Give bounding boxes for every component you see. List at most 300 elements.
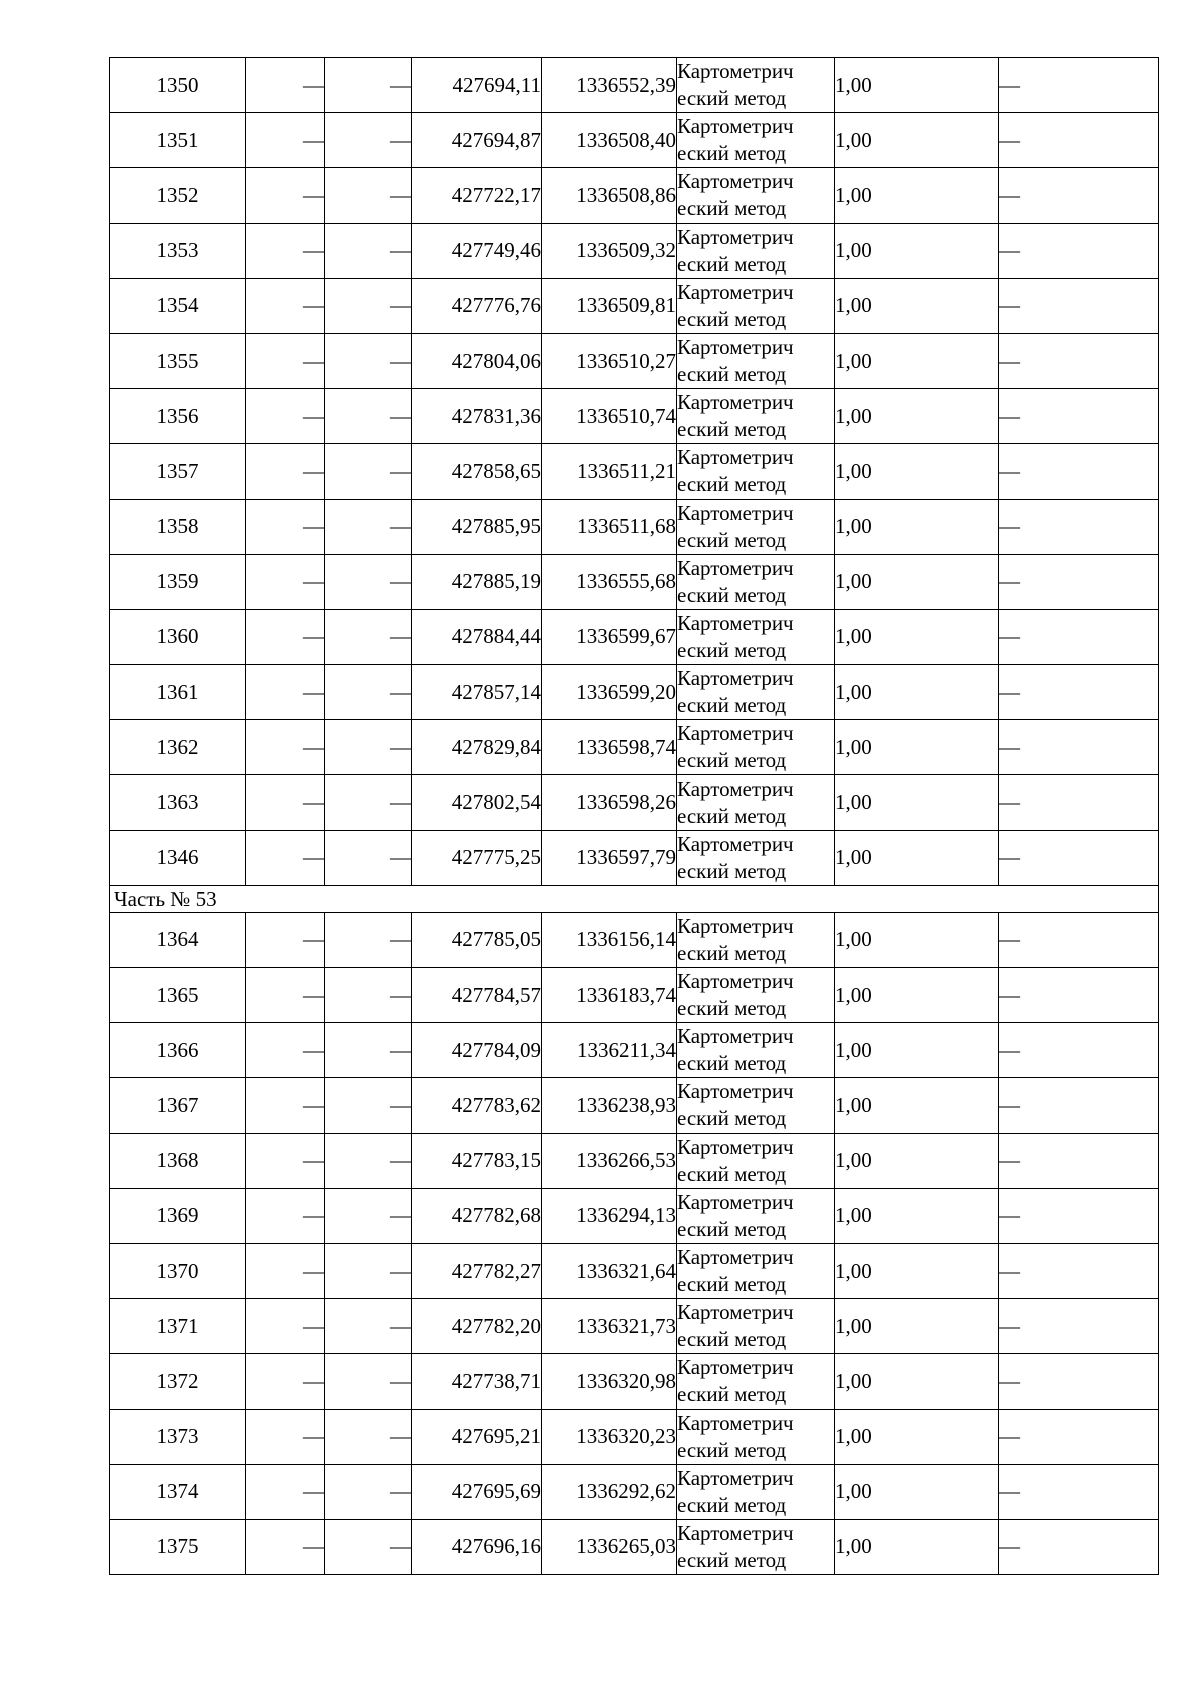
method-line-1: Картометрич xyxy=(677,114,794,139)
method-line-1: Картометрич xyxy=(677,555,794,580)
table-row xyxy=(110,333,1159,388)
point-number: 1373 xyxy=(110,1409,246,1464)
method-line-1: Картометрич xyxy=(677,1189,794,1214)
method-cell xyxy=(677,720,835,775)
coordinate-y: 1336266,53 xyxy=(542,1133,677,1188)
method-line-2: еский метод xyxy=(677,251,787,276)
accuracy-value: 1,00 xyxy=(835,968,999,1023)
method-line-2: еский метод xyxy=(677,637,787,662)
accuracy-value: 1,00 xyxy=(835,554,999,609)
empty-dash-1: — xyxy=(246,389,325,444)
empty-dash-2: — xyxy=(325,168,412,223)
method-cell xyxy=(677,1188,835,1243)
empty-dash-2: — xyxy=(325,58,412,113)
empty-dash-1: — xyxy=(246,968,325,1023)
part-header-row xyxy=(110,885,1159,912)
description-dash: — xyxy=(999,830,1159,885)
empty-dash-1: — xyxy=(246,168,325,223)
method-line-1: Картометрич xyxy=(677,1520,794,1545)
coordinate-x: 427831,36 xyxy=(412,389,542,444)
method-cell xyxy=(677,1464,835,1519)
method-line-2: еский метод xyxy=(677,306,787,331)
method-line-2: еский метод xyxy=(677,1327,787,1352)
empty-dash-1: — xyxy=(246,1354,325,1409)
table-row xyxy=(110,1409,1159,1464)
coordinate-x: 427782,27 xyxy=(412,1243,542,1298)
description-dash: — xyxy=(999,665,1159,720)
coordinate-x: 427802,54 xyxy=(412,775,542,830)
description-dash: — xyxy=(999,775,1159,830)
empty-dash-2: — xyxy=(325,1519,412,1574)
empty-dash-2: — xyxy=(325,1243,412,1298)
coordinate-x: 427783,15 xyxy=(412,1133,542,1188)
point-number: 1368 xyxy=(110,1133,246,1188)
coordinate-x: 427722,17 xyxy=(412,168,542,223)
coordinate-y: 1336292,62 xyxy=(542,1464,677,1519)
description-dash: — xyxy=(999,1023,1159,1078)
coordinate-y: 1336510,74 xyxy=(542,389,677,444)
description-dash: — xyxy=(999,1243,1159,1298)
method-cell xyxy=(677,830,835,885)
coordinate-y: 1336509,32 xyxy=(542,223,677,278)
empty-dash-2: — xyxy=(325,554,412,609)
empty-dash-1: — xyxy=(246,720,325,775)
point-number: 1358 xyxy=(110,499,246,554)
coordinate-y: 1336156,14 xyxy=(542,912,677,967)
coordinate-y: 1336321,64 xyxy=(542,1243,677,1298)
empty-dash-2: — xyxy=(325,665,412,720)
empty-dash-2: — xyxy=(325,389,412,444)
description-dash: — xyxy=(999,499,1159,554)
method-cell xyxy=(677,1023,835,1078)
point-number: 1361 xyxy=(110,665,246,720)
description-dash: — xyxy=(999,1464,1159,1519)
point-number: 1363 xyxy=(110,775,246,830)
table-row xyxy=(110,968,1159,1023)
table-row xyxy=(110,912,1159,967)
method-cell xyxy=(677,554,835,609)
point-number: 1359 xyxy=(110,554,246,609)
accuracy-value: 1,00 xyxy=(835,1299,999,1354)
coordinate-x: 427696,16 xyxy=(412,1519,542,1574)
point-number: 1362 xyxy=(110,720,246,775)
coordinate-x: 427804,06 xyxy=(412,333,542,388)
table-row xyxy=(110,1133,1159,1188)
accuracy-value: 1,00 xyxy=(835,1354,999,1409)
point-number: 1369 xyxy=(110,1188,246,1243)
description-dash: — xyxy=(999,333,1159,388)
empty-dash-1: — xyxy=(246,1133,325,1188)
table-row xyxy=(110,1078,1159,1133)
point-number: 1356 xyxy=(110,389,246,444)
coordinate-y: 1336510,27 xyxy=(542,333,677,388)
method-line-2: еский метод xyxy=(677,1437,787,1462)
table-row xyxy=(110,168,1159,223)
method-line-1: Картометрич xyxy=(677,776,794,801)
empty-dash-1: — xyxy=(246,58,325,113)
empty-dash-2: — xyxy=(325,912,412,967)
description-dash: — xyxy=(999,968,1159,1023)
method-line-1: Картометрич xyxy=(677,1465,794,1490)
coordinate-x: 427695,21 xyxy=(412,1409,542,1464)
description-dash: — xyxy=(999,389,1159,444)
coordinate-y: 1336183,74 xyxy=(542,968,677,1023)
method-line-1: Картометрич xyxy=(677,224,794,249)
empty-dash-2: — xyxy=(325,278,412,333)
description-dash: — xyxy=(999,113,1159,168)
method-line-1: Картометрич xyxy=(677,445,794,470)
method-cell xyxy=(677,912,835,967)
coordinate-y: 1336511,21 xyxy=(542,444,677,499)
coordinate-y: 1336552,39 xyxy=(542,58,677,113)
description-dash: — xyxy=(999,1133,1159,1188)
coordinate-x: 427857,14 xyxy=(412,665,542,720)
table-row xyxy=(110,444,1159,499)
empty-dash-1: — xyxy=(246,554,325,609)
description-dash: — xyxy=(999,278,1159,333)
point-number: 1372 xyxy=(110,1354,246,1409)
method-cell xyxy=(677,1078,835,1133)
method-cell xyxy=(677,1299,835,1354)
method-line-2: еский метод xyxy=(677,582,787,607)
method-cell xyxy=(677,1409,835,1464)
empty-dash-1: — xyxy=(246,1078,325,1133)
method-line-2: еский метод xyxy=(677,141,787,166)
table-row xyxy=(110,775,1159,830)
accuracy-value: 1,00 xyxy=(835,720,999,775)
accuracy-value: 1,00 xyxy=(835,1519,999,1574)
method-cell xyxy=(677,389,835,444)
table-row xyxy=(110,609,1159,664)
empty-dash-1: — xyxy=(246,1409,325,1464)
coordinates-table xyxy=(109,57,1159,1575)
coordinate-y: 1336508,40 xyxy=(542,113,677,168)
accuracy-value: 1,00 xyxy=(835,499,999,554)
accuracy-value: 1,00 xyxy=(835,1464,999,1519)
point-number: 1370 xyxy=(110,1243,246,1298)
coordinate-y: 1336294,13 xyxy=(542,1188,677,1243)
coordinate-x: 427784,09 xyxy=(412,1023,542,1078)
method-cell xyxy=(677,1354,835,1409)
method-line-1: Картометрич xyxy=(677,831,794,856)
empty-dash-1: — xyxy=(246,775,325,830)
method-line-2: еский метод xyxy=(677,748,787,773)
accuracy-value: 1,00 xyxy=(835,113,999,168)
method-cell xyxy=(677,223,835,278)
description-dash: — xyxy=(999,1519,1159,1574)
method-cell xyxy=(677,333,835,388)
empty-dash-1: — xyxy=(246,499,325,554)
empty-dash-2: — xyxy=(325,720,412,775)
method-line-2: еский метод xyxy=(677,86,787,111)
point-number: 1351 xyxy=(110,113,246,168)
part-title: Часть № 53 xyxy=(110,885,1159,912)
coordinate-x: 427784,57 xyxy=(412,968,542,1023)
accuracy-value: 1,00 xyxy=(835,1409,999,1464)
description-dash: — xyxy=(999,1409,1159,1464)
method-line-2: еский метод xyxy=(677,527,787,552)
description-dash: — xyxy=(999,223,1159,278)
coordinate-x: 427783,62 xyxy=(412,1078,542,1133)
coordinate-x: 427782,68 xyxy=(412,1188,542,1243)
description-dash: — xyxy=(999,444,1159,499)
table-row xyxy=(110,665,1159,720)
coordinate-y: 1336508,86 xyxy=(542,168,677,223)
coordinate-y: 1336598,26 xyxy=(542,775,677,830)
method-line-2: еский метод xyxy=(677,1272,787,1297)
point-number: 1353 xyxy=(110,223,246,278)
point-number: 1350 xyxy=(110,58,246,113)
table-row xyxy=(110,389,1159,444)
coordinate-y: 1336211,34 xyxy=(542,1023,677,1078)
method-cell xyxy=(677,444,835,499)
empty-dash-1: — xyxy=(246,113,325,168)
method-line-2: еский метод xyxy=(677,1547,787,1572)
description-dash: — xyxy=(999,1188,1159,1243)
coordinate-y: 1336320,98 xyxy=(542,1354,677,1409)
method-line-2: еский метод xyxy=(677,996,787,1021)
empty-dash-1: — xyxy=(246,444,325,499)
point-number: 1354 xyxy=(110,278,246,333)
table-row xyxy=(110,1188,1159,1243)
method-line-1: Картометрич xyxy=(677,666,794,691)
coordinate-x: 427775,25 xyxy=(412,830,542,885)
empty-dash-1: — xyxy=(246,830,325,885)
method-line-2: еский метод xyxy=(677,472,787,497)
empty-dash-2: — xyxy=(325,1078,412,1133)
table-body xyxy=(110,58,1159,1575)
table-row xyxy=(110,278,1159,333)
coordinate-x: 427785,05 xyxy=(412,912,542,967)
method-line-2: еский метод xyxy=(677,1216,787,1241)
method-line-1: Картометрич xyxy=(677,610,794,635)
method-line-1: Картометрич xyxy=(677,913,794,938)
method-cell xyxy=(677,968,835,1023)
accuracy-value: 1,00 xyxy=(835,830,999,885)
empty-dash-1: — xyxy=(246,278,325,333)
method-line-2: еский метод xyxy=(677,196,787,221)
empty-dash-2: — xyxy=(325,1354,412,1409)
method-cell xyxy=(677,665,835,720)
coordinate-y: 1336509,81 xyxy=(542,278,677,333)
method-line-2: еский метод xyxy=(677,1051,787,1076)
description-dash: — xyxy=(999,1299,1159,1354)
point-number: 1374 xyxy=(110,1464,246,1519)
point-number: 1352 xyxy=(110,168,246,223)
method-line-1: Картометрич xyxy=(677,1410,794,1435)
empty-dash-2: — xyxy=(325,830,412,885)
method-line-2: еский метод xyxy=(677,1106,787,1131)
point-number: 1367 xyxy=(110,1078,246,1133)
empty-dash-2: — xyxy=(325,499,412,554)
point-number: 1357 xyxy=(110,444,246,499)
accuracy-value: 1,00 xyxy=(835,775,999,830)
method-line-2: еский метод xyxy=(677,362,787,387)
empty-dash-1: — xyxy=(246,1188,325,1243)
coordinate-y: 1336599,67 xyxy=(542,609,677,664)
table-row xyxy=(110,1023,1159,1078)
description-dash: — xyxy=(999,1078,1159,1133)
empty-dash-1: — xyxy=(246,333,325,388)
coordinate-x: 427776,76 xyxy=(412,278,542,333)
method-line-1: Картометрич xyxy=(677,721,794,746)
coordinate-x: 427858,65 xyxy=(412,444,542,499)
point-number: 1371 xyxy=(110,1299,246,1354)
point-number: 1375 xyxy=(110,1519,246,1574)
point-number: 1355 xyxy=(110,333,246,388)
method-line-2: еский метод xyxy=(677,940,787,965)
coordinate-y: 1336238,93 xyxy=(542,1078,677,1133)
method-line-1: Картометрич xyxy=(677,335,794,360)
coordinate-x: 427884,44 xyxy=(412,609,542,664)
accuracy-value: 1,00 xyxy=(835,333,999,388)
coordinate-x: 427749,46 xyxy=(412,223,542,278)
method-line-2: еский метод xyxy=(677,803,787,828)
description-dash: — xyxy=(999,58,1159,113)
table-row xyxy=(110,1519,1159,1574)
empty-dash-1: — xyxy=(246,1519,325,1574)
empty-dash-2: — xyxy=(325,1299,412,1354)
method-cell xyxy=(677,1519,835,1574)
table-row xyxy=(110,499,1159,554)
table-row xyxy=(110,223,1159,278)
accuracy-value: 1,00 xyxy=(835,58,999,113)
empty-dash-1: — xyxy=(246,1243,325,1298)
table-row xyxy=(110,720,1159,775)
coordinate-x: 427694,87 xyxy=(412,113,542,168)
empty-dash-2: — xyxy=(325,1188,412,1243)
accuracy-value: 1,00 xyxy=(835,444,999,499)
coordinate-y: 1336320,23 xyxy=(542,1409,677,1464)
point-number: 1346 xyxy=(110,830,246,885)
empty-dash-2: — xyxy=(325,775,412,830)
accuracy-value: 1,00 xyxy=(835,168,999,223)
coordinate-y: 1336555,68 xyxy=(542,554,677,609)
method-cell xyxy=(677,168,835,223)
coordinate-y: 1336598,74 xyxy=(542,720,677,775)
table-row xyxy=(110,58,1159,113)
coordinate-x: 427782,20 xyxy=(412,1299,542,1354)
method-cell xyxy=(677,1133,835,1188)
description-dash: — xyxy=(999,168,1159,223)
table-row xyxy=(110,1243,1159,1298)
coordinate-y: 1336321,73 xyxy=(542,1299,677,1354)
method-cell xyxy=(677,113,835,168)
coordinate-y: 1336265,03 xyxy=(542,1519,677,1574)
empty-dash-2: — xyxy=(325,968,412,1023)
empty-dash-1: — xyxy=(246,1023,325,1078)
empty-dash-2: — xyxy=(325,223,412,278)
coordinate-x: 427885,19 xyxy=(412,554,542,609)
table-row xyxy=(110,1299,1159,1354)
method-line-1: Картометрич xyxy=(677,169,794,194)
method-line-2: еский метод xyxy=(677,1382,787,1407)
empty-dash-2: — xyxy=(325,1133,412,1188)
empty-dash-1: — xyxy=(246,1464,325,1519)
method-line-2: еский метод xyxy=(677,693,787,718)
method-line-1: Картометрич xyxy=(677,1079,794,1104)
method-line-1: Картометрич xyxy=(677,390,794,415)
method-line-1: Картометрич xyxy=(677,1245,794,1270)
coordinate-x: 427695,69 xyxy=(412,1464,542,1519)
accuracy-value: 1,00 xyxy=(835,278,999,333)
method-line-1: Картометрич xyxy=(677,1024,794,1049)
description-dash: — xyxy=(999,554,1159,609)
method-cell xyxy=(677,609,835,664)
method-cell xyxy=(677,775,835,830)
description-dash: — xyxy=(999,912,1159,967)
method-line-1: Картометрич xyxy=(677,500,794,525)
point-number: 1365 xyxy=(110,968,246,1023)
accuracy-value: 1,00 xyxy=(835,1023,999,1078)
empty-dash-1: — xyxy=(246,912,325,967)
description-dash: — xyxy=(999,1354,1159,1409)
method-line-2: еский метод xyxy=(677,1161,787,1186)
method-cell xyxy=(677,58,835,113)
empty-dash-2: — xyxy=(325,609,412,664)
empty-dash-1: — xyxy=(246,609,325,664)
method-cell xyxy=(677,1243,835,1298)
table-row xyxy=(110,1354,1159,1409)
coordinate-y: 1336511,68 xyxy=(542,499,677,554)
description-dash: — xyxy=(999,720,1159,775)
table-row xyxy=(110,113,1159,168)
method-line-2: еский метод xyxy=(677,417,787,442)
point-number: 1366 xyxy=(110,1023,246,1078)
point-number: 1364 xyxy=(110,912,246,967)
coordinate-y: 1336599,20 xyxy=(542,665,677,720)
method-cell xyxy=(677,499,835,554)
method-line-1: Картометрич xyxy=(677,1355,794,1380)
method-line-2: еский метод xyxy=(677,1492,787,1517)
point-number: 1360 xyxy=(110,609,246,664)
empty-dash-2: — xyxy=(325,113,412,168)
empty-dash-2: — xyxy=(325,333,412,388)
accuracy-value: 1,00 xyxy=(835,1188,999,1243)
method-line-1: Картометрич xyxy=(677,1134,794,1159)
description-dash: — xyxy=(999,609,1159,664)
accuracy-value: 1,00 xyxy=(835,665,999,720)
accuracy-value: 1,00 xyxy=(835,1133,999,1188)
method-line-1: Картометрич xyxy=(677,279,794,304)
accuracy-value: 1,00 xyxy=(835,389,999,444)
method-cell xyxy=(677,278,835,333)
empty-dash-2: — xyxy=(325,1023,412,1078)
coordinate-x: 427885,95 xyxy=(412,499,542,554)
empty-dash-2: — xyxy=(325,444,412,499)
accuracy-value: 1,00 xyxy=(835,223,999,278)
coordinate-x: 427738,71 xyxy=(412,1354,542,1409)
empty-dash-2: — xyxy=(325,1464,412,1519)
coordinate-y: 1336597,79 xyxy=(542,830,677,885)
method-line-1: Картометрич xyxy=(677,59,794,84)
table-row xyxy=(110,1464,1159,1519)
empty-dash-2: — xyxy=(325,1409,412,1464)
method-line-1: Картометрич xyxy=(677,1300,794,1325)
accuracy-value: 1,00 xyxy=(835,1078,999,1133)
method-line-1: Картометрич xyxy=(677,969,794,994)
accuracy-value: 1,00 xyxy=(835,912,999,967)
empty-dash-1: — xyxy=(246,665,325,720)
coordinate-x: 427829,84 xyxy=(412,720,542,775)
coordinate-x: 427694,11 xyxy=(412,58,542,113)
table-row xyxy=(110,830,1159,885)
accuracy-value: 1,00 xyxy=(835,609,999,664)
empty-dash-1: — xyxy=(246,1299,325,1354)
empty-dash-1: — xyxy=(246,223,325,278)
method-line-2: еский метод xyxy=(677,858,787,883)
accuracy-value: 1,00 xyxy=(835,1243,999,1298)
